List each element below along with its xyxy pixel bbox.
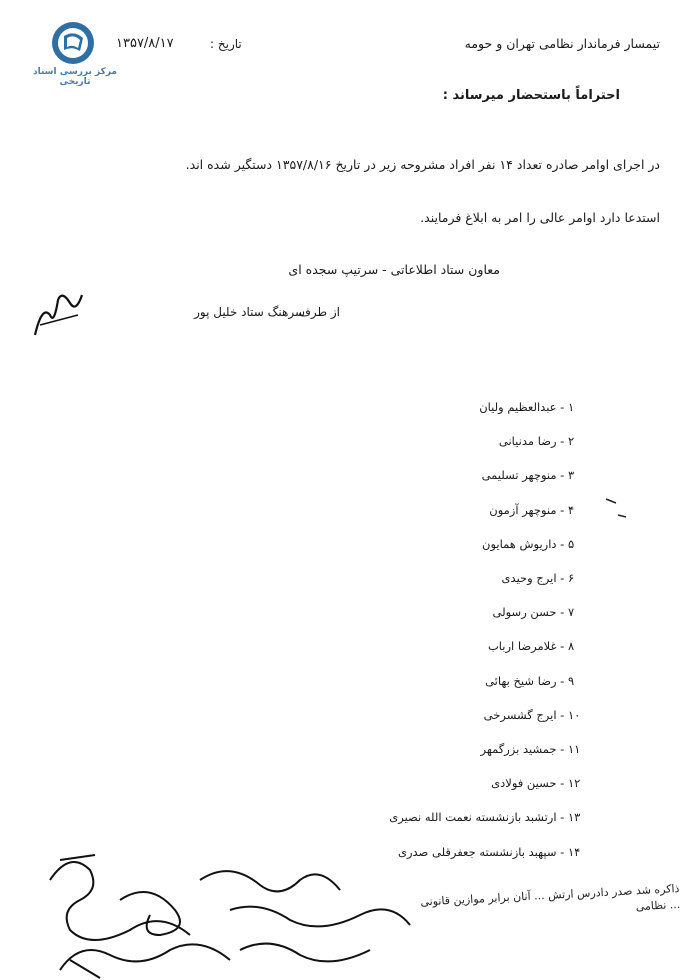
list-item-number: ۹ bbox=[568, 673, 575, 688]
list-item-name: منوچهر آزمون bbox=[489, 502, 557, 517]
list-item-dash: - bbox=[556, 776, 568, 791]
list-item bbox=[493, 605, 590, 619]
list-item-number: ۵ bbox=[568, 536, 575, 551]
list-item-number: ۶ bbox=[568, 571, 575, 585]
list-item-number: ۱۱ bbox=[568, 742, 581, 756]
list-item-number: ۱ bbox=[568, 400, 575, 414]
list-item-dash: - bbox=[556, 639, 568, 654]
check-mark-icon bbox=[600, 495, 630, 525]
list-item-name: منوچهر تسلیمی bbox=[481, 468, 557, 483]
list-item bbox=[484, 708, 590, 722]
list-item-dash: - bbox=[556, 502, 568, 517]
list-item-name: داریوش همایون bbox=[482, 536, 557, 551]
list-item bbox=[489, 503, 590, 517]
list-item-number: ۲ bbox=[568, 434, 575, 449]
list-item-number: ۳ bbox=[568, 468, 575, 483]
list-item-dash: - bbox=[556, 673, 568, 688]
list-item bbox=[488, 639, 590, 653]
list-item-number: ۱۴ bbox=[568, 844, 581, 859]
list-item-number: ۴ bbox=[568, 502, 575, 517]
body-line-1: در اجرای اوامر صادره تعداد ۱۴ نفر افراد مشروحه زیر در تاریخ ۱۳۵۷/۸/۱۶ دستگیر شده اند. bbox=[185, 157, 660, 172]
list-item-name: ایرج وحیدی bbox=[501, 571, 557, 585]
list-item bbox=[480, 742, 590, 756]
list-item-name: حسین فولادی bbox=[491, 776, 557, 791]
list-item bbox=[389, 810, 590, 824]
header-organization: تیمسار فرماندار نظامی تهران و حومه bbox=[464, 36, 660, 51]
list-item-dash: - bbox=[556, 742, 568, 756]
list-item-dash: - bbox=[556, 400, 568, 414]
list-item-dash: - bbox=[556, 536, 568, 551]
list-item-number: ۱۰ bbox=[568, 707, 581, 722]
list-item-dash: - bbox=[556, 707, 568, 722]
header-date-label: تاریخ : bbox=[210, 37, 242, 51]
list-item-name: رضا شیخ بهائی bbox=[485, 673, 557, 688]
list-item bbox=[485, 674, 590, 688]
signature-scribble-icon bbox=[30, 285, 90, 340]
salutation: احتراماً باستحضار میرساند : bbox=[442, 88, 620, 103]
list-item-name: جمشید بزرگمهر bbox=[480, 742, 557, 756]
list-item-name: عبدالعظیم ولیان bbox=[479, 400, 557, 414]
list-item-dash: - bbox=[556, 468, 568, 483]
list-item-number: ۷ bbox=[568, 605, 575, 620]
body-line-2: استدعا دارد اوامر عالی را امر به ابلاغ فرمایند. bbox=[420, 210, 660, 225]
list-item bbox=[479, 400, 590, 414]
signature-to: سرهنگ ستاد خلیل پور bbox=[194, 305, 305, 319]
header-date: ۱۳۵۷/۸/۱۷ bbox=[116, 36, 174, 51]
header bbox=[20, 36, 660, 56]
list-item-name: ارتشبد بازنشسته نعمت الله نصیری bbox=[389, 810, 557, 825]
list-item-dash: - bbox=[556, 844, 568, 859]
list-item-name: غلامرضا ارباب bbox=[487, 639, 557, 654]
list-item bbox=[499, 434, 590, 448]
list-item-name: رضا مدنیانی bbox=[498, 434, 557, 449]
signature-to-label: از طرف bbox=[298, 305, 340, 319]
list-item bbox=[482, 537, 590, 551]
watermark-caption: مرکز بررسی اسناد تاریخی bbox=[33, 67, 117, 87]
list-item-name: ایرج گشسرخی bbox=[483, 707, 557, 722]
list-item bbox=[491, 776, 590, 790]
list-item bbox=[502, 571, 590, 585]
list-item-dash: - bbox=[556, 605, 568, 620]
list-item-number: ۱۲ bbox=[568, 776, 581, 791]
list-item-number: ۱۳ bbox=[568, 810, 581, 825]
list-item-number: ۸ bbox=[568, 639, 575, 654]
handwritten-note: ذاکره شد صدر دادرس ارتش ... آنان برابر موازین قانونی ... نظامی bbox=[420, 881, 681, 914]
list-item-name: سپهبد بازنشسته جعفرقلی صدری bbox=[397, 844, 557, 859]
list-item-name: حسن رسولی bbox=[492, 605, 557, 620]
list-item bbox=[482, 468, 590, 482]
list-item-dash: - bbox=[556, 571, 568, 585]
list-item-dash: - bbox=[556, 434, 568, 449]
signature-from: معاون ستاد اطلاعاتی - سرتیپ سجده ای bbox=[288, 262, 500, 277]
list-item-dash: - bbox=[556, 810, 568, 825]
